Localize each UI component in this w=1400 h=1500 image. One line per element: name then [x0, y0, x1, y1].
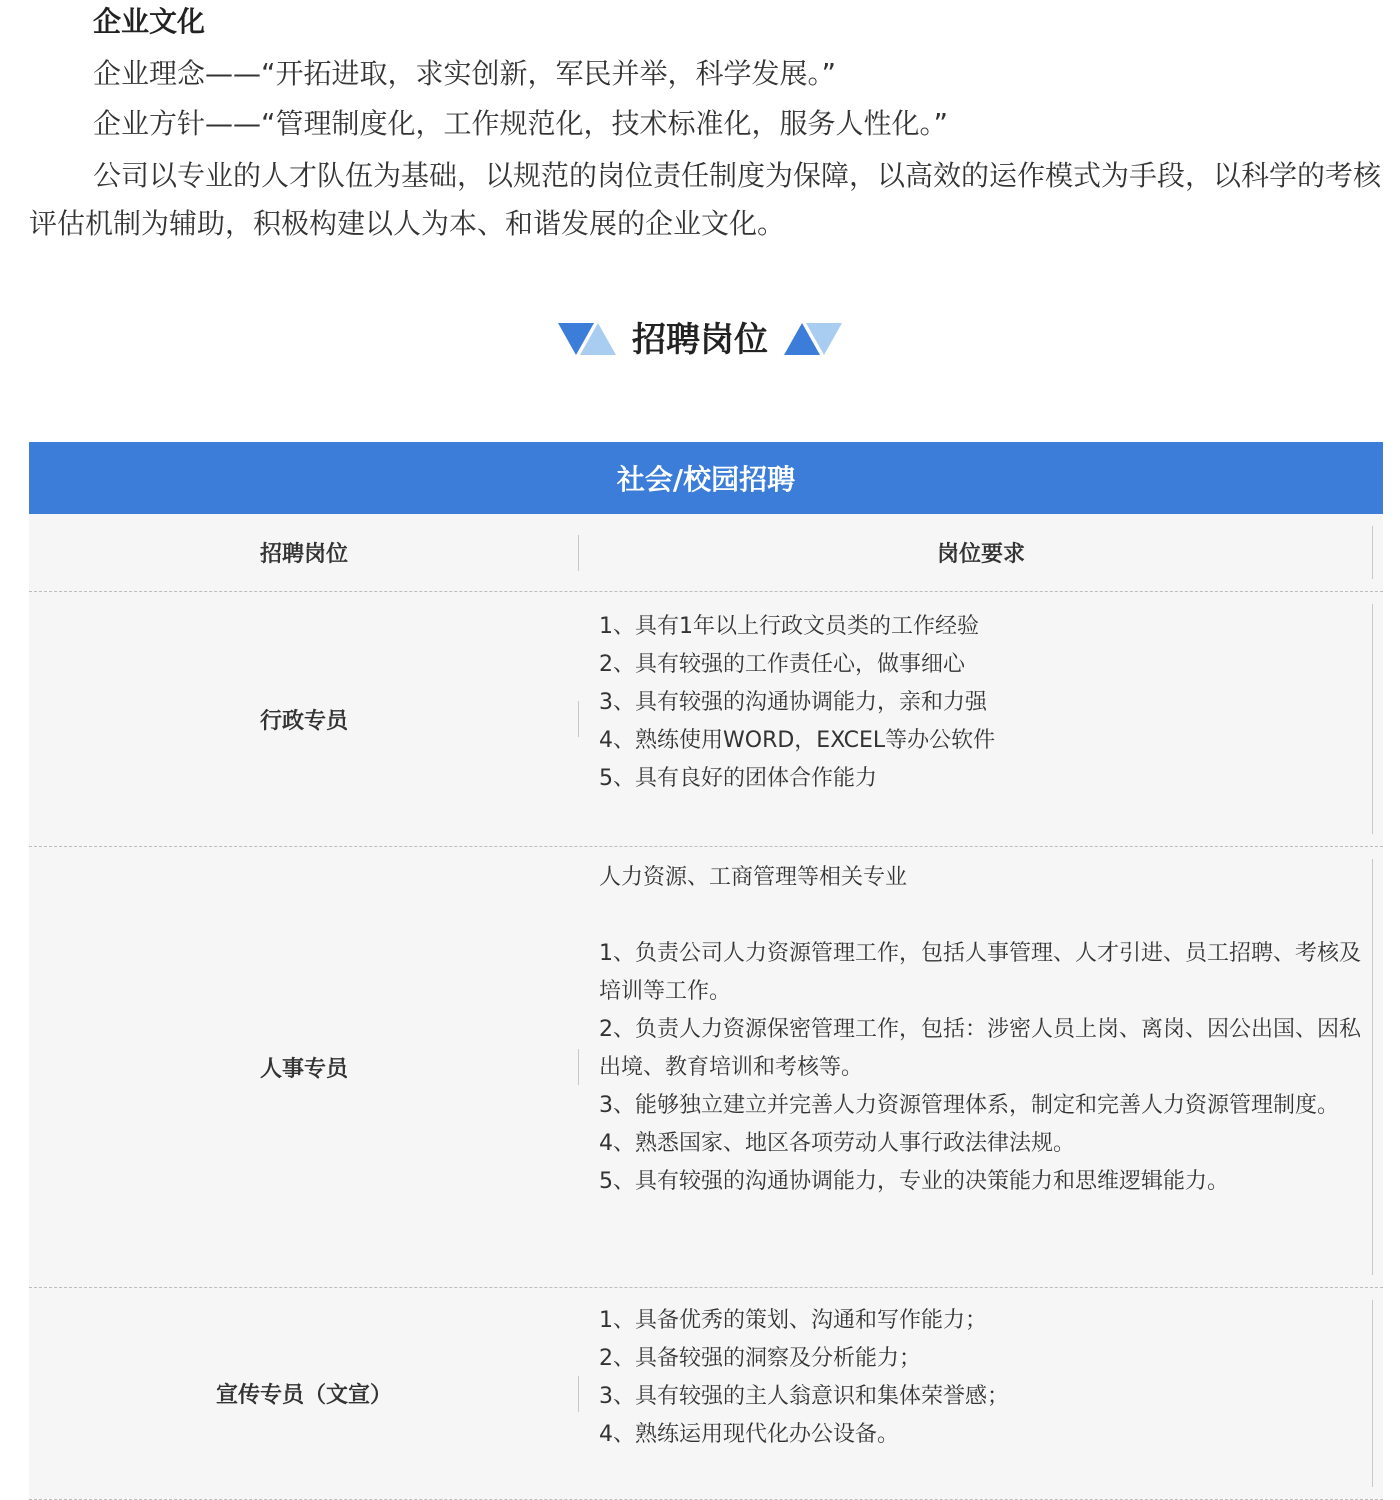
culture-policy: 企业方针——“管理制度化，工作规范化，技术标准化，服务人性化。” [93, 107, 949, 140]
position-name: 人事专员 [29, 847, 579, 1287]
triangle-down-icon [558, 323, 616, 357]
recruitment-table [29, 442, 1383, 1499]
requirement-intro: 人力资源、工商管理等相关专业 [599, 865, 908, 890]
culture-heading: 企业文化 [93, 5, 206, 38]
table-head-row [29, 514, 1383, 592]
requirement-item: 3、具有较强的主人翁意识和集体荣誉感； [599, 1384, 1009, 1409]
triangle-up-icon [784, 323, 842, 357]
requirement-item: 2、具有较强的工作责任心，做事细心 [599, 652, 965, 677]
culture-concept: 企业理念——“开拓进取，求实创新，军民并举，科学发展。” [93, 57, 837, 90]
requirements-cell [579, 847, 1383, 1287]
requirement-item: 4、熟练运用现代化办公设备。 [599, 1422, 899, 1447]
table-row [29, 592, 1383, 847]
requirement-item: 1、具备优秀的策划、沟通和写作能力； [599, 1308, 987, 1333]
requirement-item: 2、具备较强的洞察及分析能力； [599, 1346, 921, 1371]
position-name: 行政专员 [29, 592, 579, 846]
requirement-item: 3、能够独立建立并完善人力资源管理体系，制定和完善人力资源管理制度。 [599, 1093, 1339, 1118]
requirement-item: 4、熟悉国家、地区各项劳动人事行政法律法规。 [599, 1131, 1075, 1156]
requirements-cell [579, 1288, 1383, 1499]
requirement-item: 2、负责人力资源保密管理工作，包括：涉密人员上岗、离岗、因公出国、因私出境、教育培训和考核等。 [599, 1017, 1361, 1080]
table-row [29, 847, 1383, 1288]
requirement-item: 5、具有良好的团体合作能力 [599, 766, 877, 791]
table-row [29, 1288, 1383, 1500]
spacer [599, 897, 1383, 935]
requirement-item: 1、负责公司人力资源管理工作，包括人事管理、人才引进、员工招聘、考核及培训等工作。 [599, 941, 1361, 1004]
requirement-item: 3、具有较强的沟通协调能力，亲和力强 [599, 690, 987, 715]
requirement-item: 4、熟练使用WORD，EXCEL等办公软件 [599, 728, 996, 753]
column-header-requirements: 岗位要求 [579, 514, 1383, 591]
requirements-cell [579, 592, 1383, 846]
section-title-bar [0, 312, 1400, 368]
culture-paragraph: 公司以专业的人才队伍为基础，以规范的岗位责任制度为保障，以高效的运作模式为手段，以科学的考核评估机制为辅助，积极构建以人为本、和谐发展的企业文化。 [29, 159, 1382, 240]
section-title: 招聘岗位 [632, 320, 768, 360]
table-banner: 社会/校园招聘 [29, 442, 1383, 514]
requirement-item: 1、具有1年以上行政文员类的工作经验 [599, 614, 979, 639]
column-header-position: 招聘岗位 [29, 514, 579, 591]
position-name: 宣传专员（文宣） [29, 1288, 579, 1499]
requirement-item: 5、具有较强的沟通协调能力，专业的决策能力和思维逻辑能力。 [599, 1169, 1229, 1194]
